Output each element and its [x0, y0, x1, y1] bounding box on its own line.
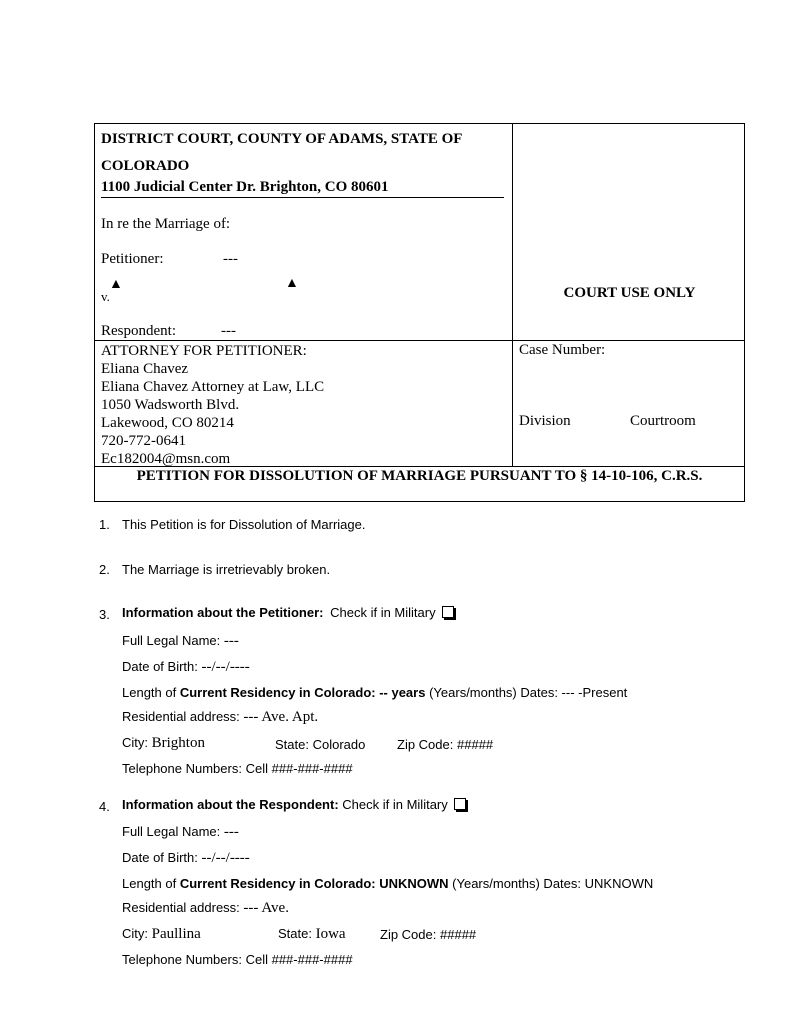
petition-title: PETITION FOR DISSOLUTION OF MARRIAGE PURSUANT TO § 14-10-106, C.R.S. — [136, 468, 703, 484]
petitioner-phone: Telephone Numbers: Cell ###-###-#### — [122, 761, 353, 776]
item-number: 2. — [99, 562, 110, 577]
military-checkbox[interactable] — [442, 606, 454, 618]
petitioner-value: --- — [223, 251, 238, 267]
attorney-phone: 720-772-0641 — [101, 433, 186, 449]
courtroom-label: Courtroom — [630, 413, 696, 429]
division-label: Division — [519, 413, 571, 429]
attorney-name: Eliana Chavez — [101, 361, 189, 377]
respondent-phone: Telephone Numbers: Cell ###-###-#### — [122, 952, 353, 967]
attorney-heading: ATTORNEY FOR PETITIONER: — [101, 343, 307, 359]
petitioner-residency-length: Length of Current Residency in Colorado: -- years (Years/months) Dates: --- -Present — [122, 685, 628, 700]
respondent-city: City: Paullina — [122, 926, 201, 942]
respondent-residency-length: Length of Current Residency in Colorado: UNKNOWN (Years/months) Dates: UNKNOWN — [122, 876, 654, 891]
item-2-text: The Marriage is irretrievably broken. — [122, 562, 331, 577]
attorney-email: Ec182004@msn.com — [101, 451, 231, 467]
petitioner-info-heading: Information about the Petitioner: Check if in Military — [122, 605, 454, 620]
military-checkbox[interactable] — [454, 798, 466, 810]
court-use-only-label: COURT USE ONLY — [563, 285, 696, 301]
petitioner-city: City: Brighton — [122, 735, 205, 751]
versus-label: v. — [101, 289, 110, 304]
in-re-marriage: In re the Marriage of: — [101, 216, 231, 232]
attorney-city: Lakewood, CO 80214 — [101, 415, 234, 431]
item-1-text: This Petition is for Dissolution of Marriage. — [122, 517, 366, 532]
respondent-dob: Date of Birth: --/--/---- — [122, 850, 250, 866]
triangle-icon: ▲ — [109, 277, 123, 292]
petitioner-dob: Date of Birth: --/--/---- — [122, 659, 250, 675]
row-divider — [95, 340, 744, 341]
respondent-address: Residential address: --- Ave. — [122, 900, 289, 916]
case-caption-table — [94, 123, 745, 502]
petitioner-full-name: Full Legal Name: --- — [122, 633, 239, 649]
respondent-full-name: Full Legal Name: --- — [122, 824, 239, 840]
respondent-label: Respondent: — [101, 323, 176, 339]
respondent-zip: Zip Code: ##### — [380, 927, 477, 942]
court-address: 1100 Judicial Center Dr. Brighton, CO 80601 — [101, 178, 504, 198]
attorney-street: 1050 Wadsworth Blvd. — [101, 397, 240, 413]
item-number: 3. — [99, 607, 110, 622]
petitioner-label: Petitioner: — [101, 251, 164, 267]
attorney-firm: Eliana Chavez Attorney at Law, LLC — [101, 379, 325, 395]
item-number: 4. — [99, 799, 110, 814]
triangle-icon: ▲ — [285, 276, 299, 291]
petitioner-state: State: Colorado — [275, 737, 366, 752]
case-number-label: Case Number: — [519, 342, 606, 358]
respondent-state: State: Iowa — [278, 926, 346, 942]
item-number: 1. — [99, 517, 110, 532]
attorney-block — [101, 342, 324, 468]
respondent-info-heading: Information about the Respondent: Check if in Military — [122, 797, 466, 812]
respondent-value: --- — [221, 323, 236, 339]
petitioner-zip: Zip Code: ##### — [397, 737, 494, 752]
petitioner-address: Residential address: --- Ave. Apt. — [122, 709, 319, 725]
court-name: DISTRICT COURT, COUNTY OF ADAMS, STATE OF COLORADO — [101, 131, 463, 174]
